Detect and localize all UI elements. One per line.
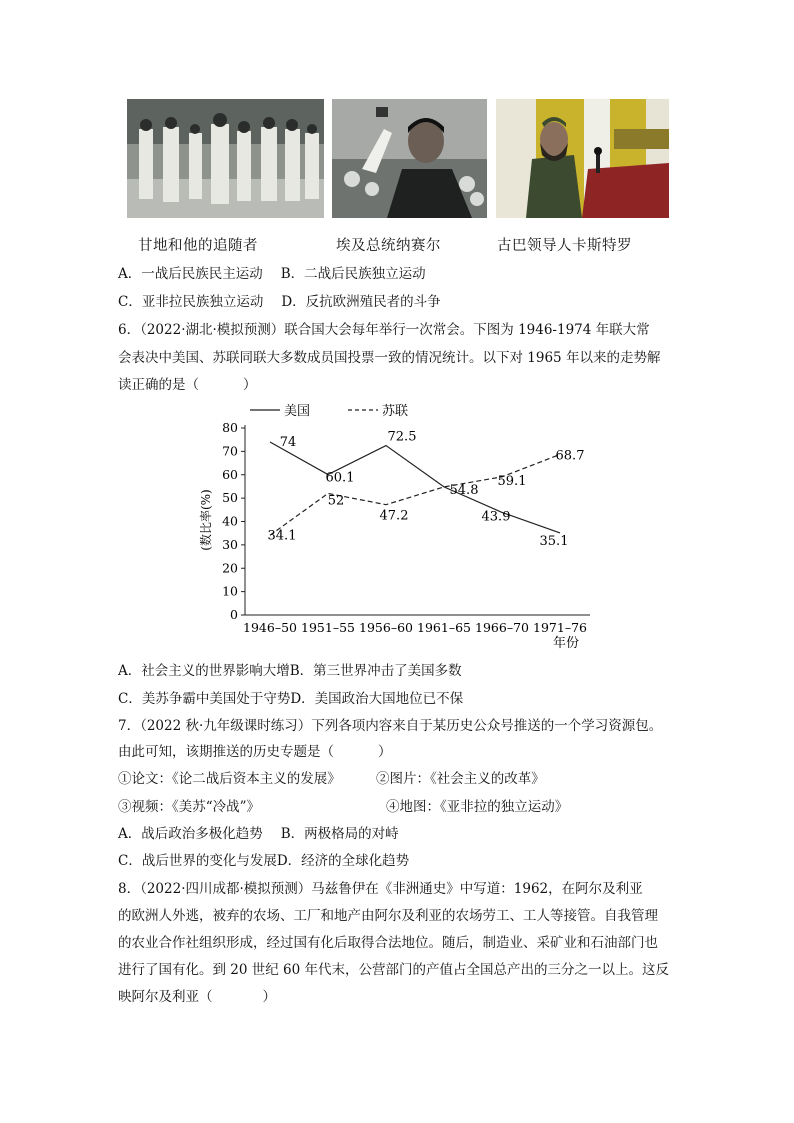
- data-label: 74: [279, 435, 297, 451]
- waving-leader-photo-icon: [332, 99, 487, 218]
- y-tick-label: 10: [222, 583, 238, 599]
- legend-label-us: 美国: [284, 404, 311, 419]
- q7-items-row-2: [118, 797, 569, 817]
- q8-stem-line-4: 进行了国有化。到 20 世纪 60 年代末，公营部门的产值占全国总产出的三分之一以上。这反: [118, 962, 670, 978]
- q6-option-c[interactable]: C．美苏争霸中美国处于守势: [118, 691, 291, 707]
- chart-legend: [250, 403, 408, 419]
- x-tick-label: 1956–60: [359, 620, 413, 635]
- data-label: 72.5: [387, 429, 417, 445]
- legend-label-ussr: 苏联: [382, 404, 409, 419]
- q7-options-row-2: [118, 851, 409, 871]
- q6-close-paren: ）: [243, 377, 257, 393]
- q6-options-row-2: [118, 689, 463, 709]
- y-tick-label: 30: [222, 536, 238, 552]
- q8-stem-line-5: [118, 987, 276, 1007]
- q6-option-a[interactable]: A．社会主义的世界影响大增: [118, 663, 290, 679]
- chart-data-labels: [268, 430, 585, 549]
- walking-crowd-photo-icon: [127, 99, 324, 218]
- q7-option-c[interactable]: C．战后世界的变化与发展: [118, 853, 277, 869]
- q6-stem-line-2: 会表决中美国、苏联同联大多数成员国投票一致的情况统计。以下对 1965 年以来的走势解: [118, 350, 661, 366]
- x-tick-label: 1961–65: [417, 620, 471, 635]
- y-tick-label: 20: [222, 560, 238, 576]
- q7-item-1: ①论文：《论二战后资本主义的发展》: [118, 771, 341, 787]
- q7-stem-line-1: 7．（2022 秋·九年级课时练习）下列各项内容来自于某历史公众号推送的一个学习资源包。: [118, 718, 663, 734]
- caption-gandhi: 甘地和他的追随者: [138, 238, 258, 254]
- y-axis-label: (数比率(%): [199, 489, 213, 551]
- q6-stem-line-1: 6．（2022·湖北·模拟预测）联合国大会每年举行一次常会。下图为 1946-1974 年联大常: [118, 322, 650, 338]
- q7-items-row-1: [118, 769, 545, 789]
- q7-item-4: ④地图：《亚非拉的独立运动》: [386, 799, 569, 815]
- q7-stem-line-2: [118, 742, 392, 762]
- data-label: 68.7: [555, 448, 585, 464]
- x-axis-label: 年份: [552, 636, 580, 651]
- data-label: 60.1: [325, 470, 355, 486]
- y-tick-label: 40: [222, 513, 238, 529]
- y-tick-label: 70: [222, 443, 238, 459]
- q5-option-b[interactable]: B．二战后民族独立运动: [280, 266, 426, 282]
- y-tick-label: 50: [222, 490, 238, 506]
- photo-castro: [496, 99, 669, 218]
- q7-options-row-1: [118, 824, 399, 844]
- q7-stem-text: 由此可知，该期推送的历史专题是（: [118, 744, 334, 760]
- q7-close-paren: ）: [378, 744, 392, 760]
- photo-nasser: [332, 99, 487, 218]
- x-tick-label: 1951–55: [301, 620, 355, 635]
- y-tick-label: 60: [222, 466, 238, 482]
- data-label: 52: [327, 493, 345, 509]
- q8-stem-line-2: 的欧洲人外逃，被弃的农场、工厂和地产由阿尔及利亚的农场劳工、工人等接管。自我管理: [118, 908, 658, 924]
- q5-options-row-2: [118, 292, 441, 312]
- q8-stem-text: 映阿尔及利亚（: [118, 989, 213, 1005]
- caption-nasser: 埃及总统纳赛尔: [336, 238, 441, 254]
- x-tick-label: 1971–76: [533, 620, 587, 635]
- y-tick-label: 0: [230, 607, 238, 622]
- data-label: 54.8: [449, 482, 479, 498]
- photo-gandhi: [127, 99, 324, 218]
- q5-options-row-1: [118, 264, 426, 284]
- q5-option-a[interactable]: A．一战后民族民主运动: [118, 266, 263, 282]
- q8-stem-line-1: 8．（2022·四川成都·模拟预测）马兹鲁伊在《非洲通史》中写道：1962，在阿尔及利亚: [118, 881, 643, 897]
- q6-option-d[interactable]: D．美国政治大国地位已不保: [290, 691, 464, 707]
- speaker-podium-photo-icon: [496, 99, 669, 218]
- x-tick-label: 1946–50: [243, 620, 297, 635]
- q6-option-b[interactable]: B．第三世界冲击了美国多数: [289, 663, 462, 679]
- q8-stem-line-3: 的农业合作社组织形成，经过国有化后取得合法地位。随后，制造业、采矿业和石油部门也: [118, 935, 658, 951]
- q7-item-3: ③视频：《美苏“冷战”》: [118, 799, 261, 815]
- caption-castro: 古巴领导人卡斯特罗: [497, 238, 632, 254]
- q5-option-d[interactable]: D．反抗欧洲殖民者的斗争: [281, 294, 441, 310]
- q7-option-b[interactable]: B．两极格局的对峙: [280, 826, 399, 842]
- q6-stem-line-3: [118, 375, 257, 395]
- q6-line-chart: [188, 395, 608, 657]
- q7-item-2: ②图片：《社会主义的改革》: [376, 771, 545, 787]
- data-label: 47.2: [379, 508, 409, 524]
- data-label: 59.1: [497, 473, 527, 489]
- q6-options-row-1: [118, 661, 462, 681]
- data-label: 43.9: [481, 509, 511, 525]
- q7-option-a[interactable]: A．战后政治多极化趋势: [118, 826, 263, 842]
- data-label: 34.1: [267, 528, 297, 544]
- x-tick-label: 1966–70: [475, 620, 529, 635]
- q8-close-paren: ）: [262, 989, 276, 1005]
- y-tick-label: 80: [222, 420, 238, 435]
- q6-stem-text: 读正确的是（: [118, 377, 199, 393]
- q5-option-c[interactable]: C．亚非拉民族独立运动: [118, 294, 264, 310]
- data-label: 35.1: [539, 533, 569, 549]
- q7-option-d[interactable]: D．经济的全球化趋势: [276, 853, 410, 869]
